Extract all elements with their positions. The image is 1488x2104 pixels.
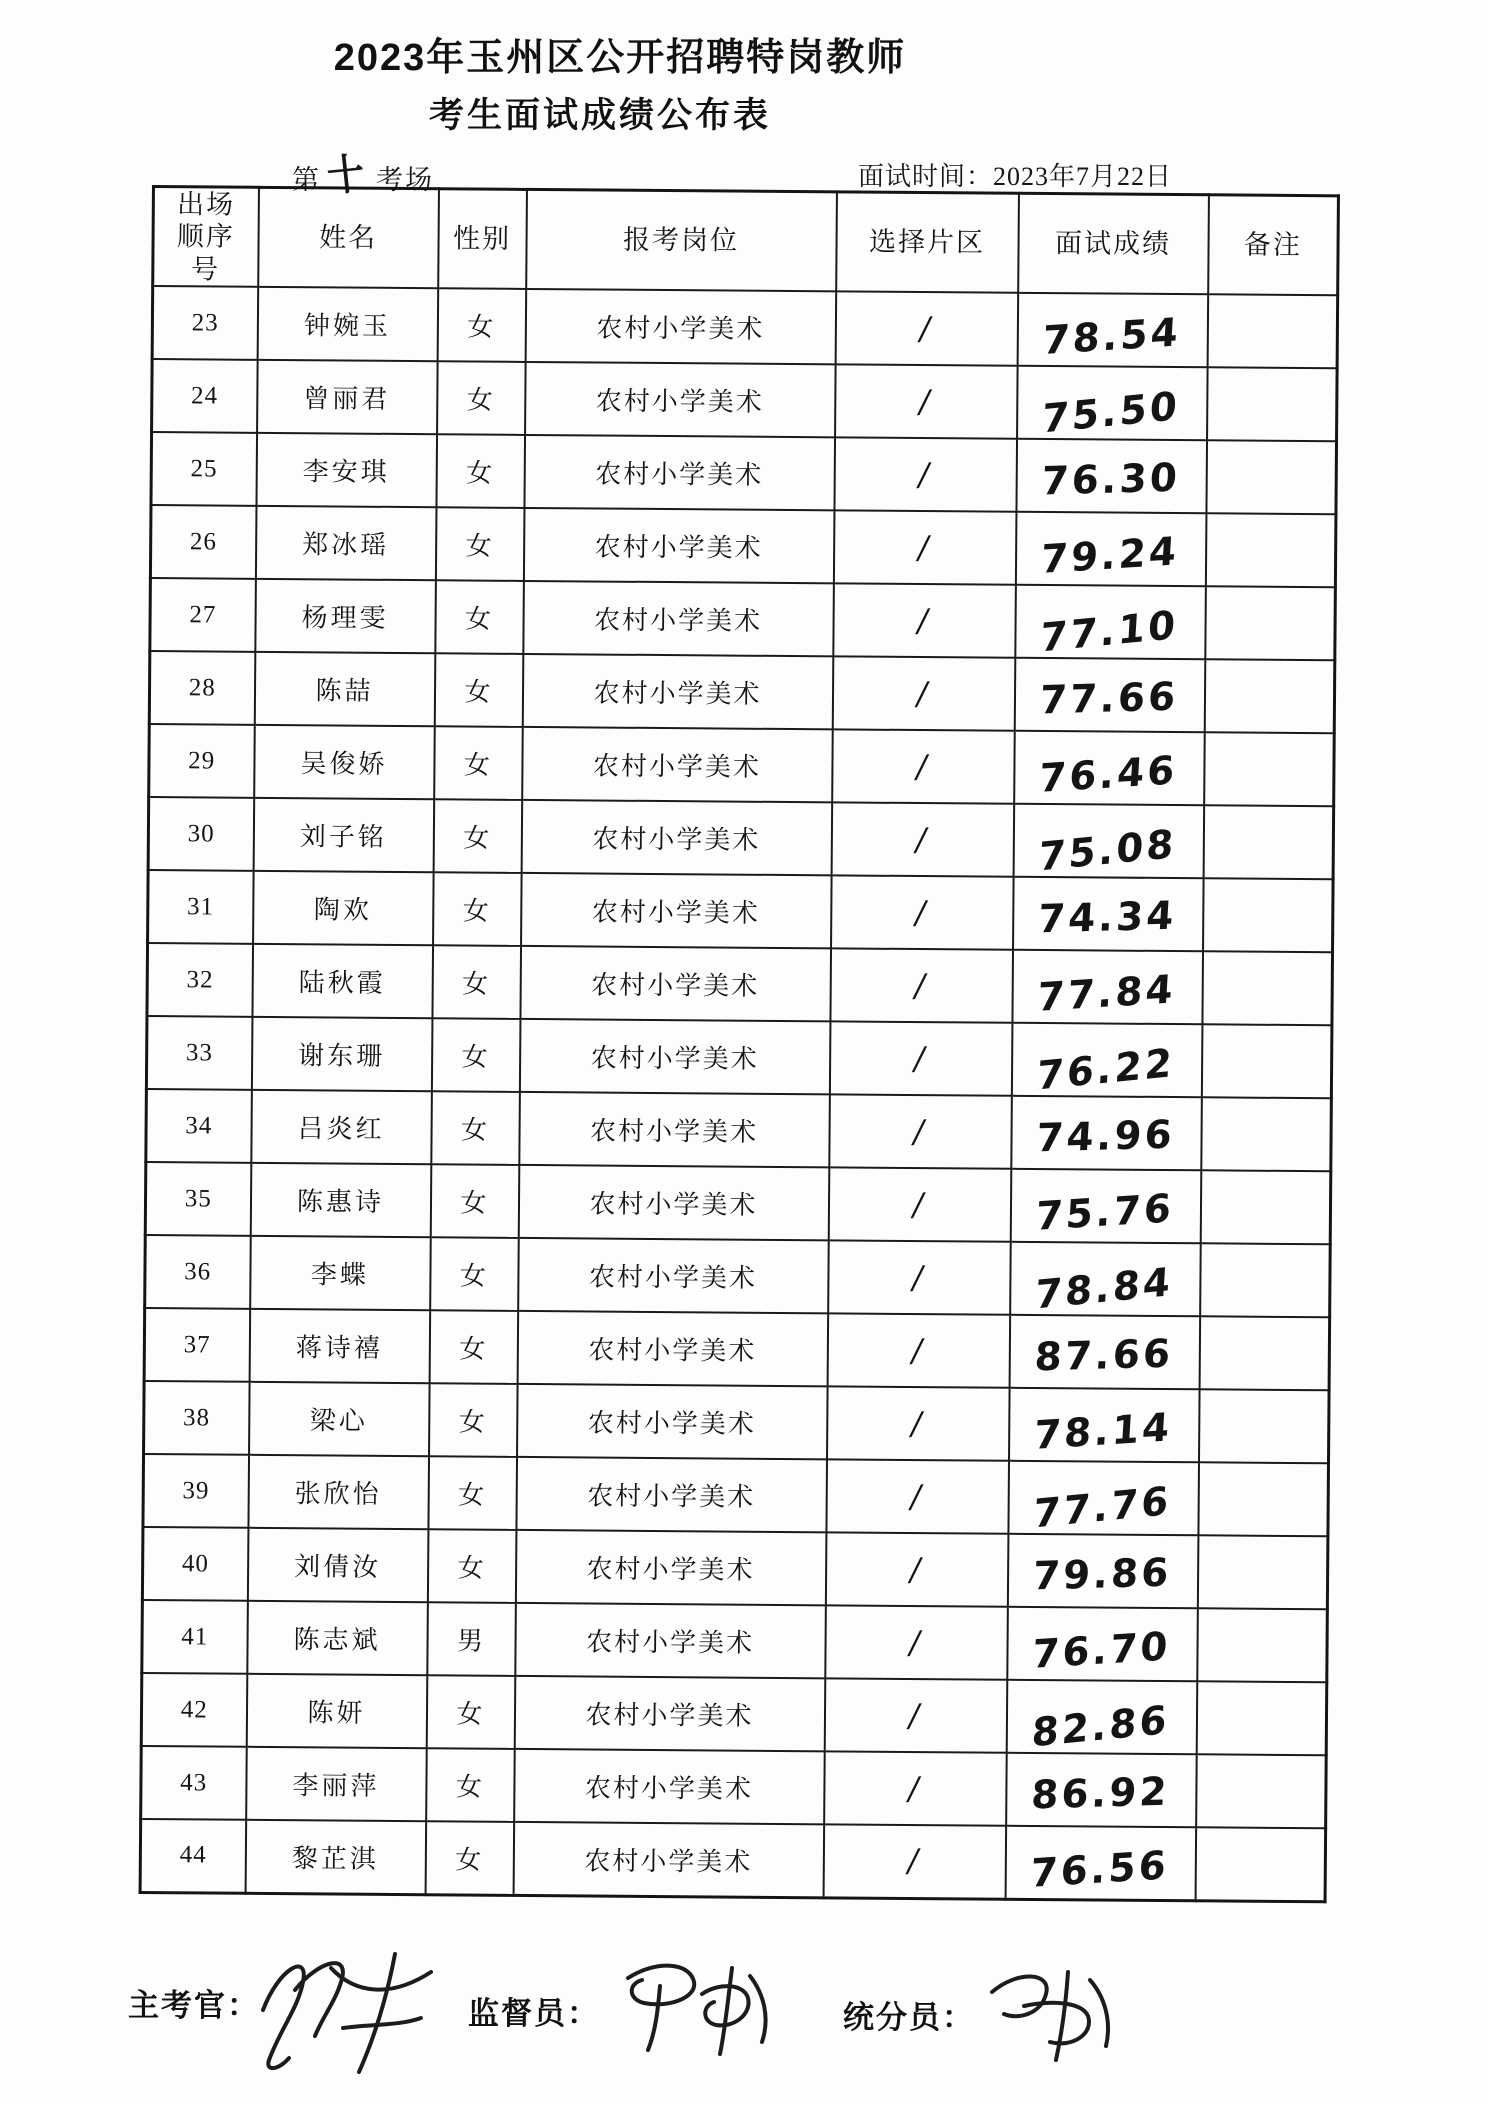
cell-order-number: 27 [150,578,256,652]
cell-order-number: 40 [142,1527,248,1601]
handwritten-score: 75.76 [1034,1186,1176,1241]
handwritten-score: 76.22 [1035,1040,1177,1100]
handwritten-slash: / [914,602,934,640]
cell-name: 刘倩汝 [247,1528,428,1602]
handwritten-slash: / [913,675,934,713]
cell-name: 陶欢 [253,871,434,945]
cell-gender: 女 [433,799,522,873]
cell-district [833,584,1016,658]
cell-gender: 女 [433,872,522,946]
handwritten-score: 78.54 [1041,310,1183,365]
cell-district [824,1751,1007,1825]
handwritten-slash: / [912,821,933,859]
cell-gender: 女 [436,434,525,508]
handwritten-slash: / [914,529,935,567]
cell-district [835,292,1018,366]
handwritten-slash: / [905,1697,926,1735]
cell-remark [1203,878,1334,952]
cell-remark [1197,1535,1328,1609]
cell-position: 农村小学美术 [523,581,834,656]
table-row [152,286,1338,368]
handwritten-score: 87.66 [1033,1331,1175,1381]
handwritten-slash: / [910,1040,931,1078]
cell-district [828,1241,1011,1315]
cell-order-number: 38 [144,1381,250,1455]
cell-score [1009,1315,1200,1389]
cell-remark [1203,805,1334,879]
cell-gender: 女 [430,1164,519,1238]
cell-name: 钟婉玉 [257,287,438,361]
cell-gender: 女 [435,507,524,581]
cell-name: 杨理雯 [255,579,436,653]
table-row [149,651,1335,733]
cell-remark [1200,1170,1331,1244]
table-row [141,1746,1327,1828]
cell-remark [1206,440,1337,514]
handwritten-slash: / [911,967,931,1005]
cell-name: 陈喆 [254,652,435,726]
cell-score [1006,1753,1197,1827]
cell-district [829,1022,1012,1096]
table-row [152,359,1338,441]
handwritten-slash: / [910,1113,930,1151]
handwritten-score: 77.66 [1038,674,1180,724]
cell-remark [1199,1316,1330,1390]
table-row [150,578,1336,660]
cell-name: 谢东珊 [251,1017,432,1091]
cell-order-number: 32 [147,943,253,1017]
cell-score [1009,1388,1200,1462]
column-header: 选择片区 [836,192,1019,293]
handwritten-slash: / [907,1478,927,1516]
table-row [145,1162,1331,1244]
cell-remark [1196,1754,1327,1828]
document-title-line1: 2023年玉州区公开招聘特岗教师 [333,37,907,79]
cell-district [835,365,1018,439]
cell-score [1005,1826,1196,1900]
handwritten-score: 77.84 [1036,967,1178,1022]
table-row [142,1600,1328,1682]
cell-score [1015,512,1206,586]
cell-name: 陈惠诗 [250,1163,431,1237]
handwritten-score: 76.56 [1029,1843,1171,1897]
cell-order-number: 29 [149,724,255,798]
cell-position: 农村小学美术 [519,1019,830,1094]
cell-district [831,876,1014,950]
cell-order-number: 34 [146,1089,252,1163]
cell-position: 农村小学美术 [513,1822,824,1897]
tally-clerk-label: 统分员： [843,2000,975,2035]
handwritten-slash: / [908,1332,929,1370]
cell-gender: 女 [425,1821,514,1895]
cell-name: 陈妍 [246,1674,427,1748]
cell-name: 陈志斌 [247,1601,428,1675]
cell-order-number: 43 [141,1746,247,1820]
cell-district [827,1314,1010,1388]
cell-position: 农村小学美术 [514,1676,825,1751]
cell-district [824,1679,1007,1753]
cell-order-number: 44 [140,1819,246,1893]
handwritten-score: 75.08 [1037,821,1179,881]
cell-remark [1201,1097,1332,1171]
cell-name: 张欣怡 [248,1455,429,1529]
cell-order-number: 30 [148,797,254,871]
cell-district [825,1606,1008,1680]
handwritten-score: 77.10 [1039,602,1180,662]
cell-gender: 男 [427,1602,516,1676]
table-row [149,724,1335,806]
cell-gender: 女 [432,945,521,1019]
cell-name: 吴俊娇 [254,725,435,799]
cell-remark [1204,659,1335,733]
cell-score [1007,1534,1198,1608]
supervisor-signature-scribble [598,1948,788,2068]
cell-remark [1196,1681,1327,1755]
cell-gender: 女 [429,1310,518,1384]
cell-district [823,1824,1006,1898]
handwritten-score: 79.86 [1031,1550,1173,1600]
cell-order-number: 35 [145,1162,251,1236]
cell-name: 刘子铭 [253,798,434,872]
cell-score [1007,1607,1198,1681]
cell-remark [1198,1462,1329,1536]
cell-position: 农村小学美术 [516,1457,827,1532]
cell-score [1008,1461,1199,1538]
cell-position: 农村小学美术 [522,654,833,729]
handwritten-slash: / [904,1843,925,1880]
cell-score [1011,1096,1202,1170]
handwritten-score: 76.46 [1038,748,1179,803]
cell-gender: 女 [430,1237,519,1311]
cell-order-number: 31 [148,870,254,944]
exam-room-suffix: 考场 [376,165,434,195]
cell-district [826,1460,1009,1534]
handwritten-score: 75.50 [1040,383,1182,443]
handwritten-score: 76.70 [1031,1624,1173,1679]
cell-district [834,438,1017,512]
cell-remark [1207,367,1338,441]
cell-score [1015,585,1206,662]
cell-order-number: 39 [143,1454,249,1528]
header-row [153,187,1339,296]
cell-remark [1197,1608,1328,1682]
handwritten-score: 77.76 [1032,1478,1173,1538]
cell-gender: 女 [427,1529,516,1603]
cell-gender: 女 [435,580,524,654]
cell-gender: 女 [434,653,523,727]
cell-position: 农村小学美术 [521,800,832,875]
handwritten-slash: / [908,1405,928,1443]
cell-position: 农村小学美术 [515,1530,826,1605]
cell-district [825,1533,1008,1607]
cell-gender: 女 [428,1456,517,1530]
cell-remark [1200,1243,1331,1317]
cell-score [1014,731,1205,805]
cell-gender: 女 [431,1018,520,1092]
cell-position: 农村小学美术 [517,1384,828,1459]
document-title-line2: 考生面试成绩公布表 [428,96,771,135]
cell-order-number: 23 [152,286,258,360]
cell-district [832,657,1015,731]
cell-gender: 女 [437,361,526,435]
cell-position: 农村小学美术 [519,1092,830,1167]
cell-score [1017,293,1208,367]
cell-position: 农村小学美术 [525,362,836,437]
handwritten-score: 74.96 [1035,1112,1177,1162]
handwritten-slash: / [909,1259,929,1297]
cell-remark [1207,294,1338,368]
cell-position: 农村小学美术 [525,289,836,364]
cell-district [832,730,1015,804]
handwritten-score: 78.84 [1034,1259,1175,1319]
cell-position: 农村小学美术 [518,1165,829,1240]
cell-score [1017,366,1208,443]
cell-position: 农村小学美术 [522,727,833,802]
cell-position: 农村小学美术 [514,1749,825,1824]
cell-remark [1202,951,1333,1025]
column-header: 姓名 [258,187,439,288]
handwritten-score: 78.14 [1032,1405,1174,1460]
interview-time [858,156,1172,193]
cell-order-number: 24 [152,359,258,433]
examiner-label: 主考官： [128,1988,260,2023]
table-row [146,1089,1332,1171]
handwritten-slash: / [909,1186,930,1224]
cell-remark [1205,513,1336,587]
cell-order-number: 42 [141,1673,247,1747]
handwritten-slash: / [906,1551,927,1589]
handwritten-slash: / [913,748,933,786]
cell-name: 曾丽君 [257,360,438,434]
cell-remark [1201,1024,1332,1098]
table-row [150,505,1336,587]
cell-score [1011,1023,1202,1100]
cell-score [1014,658,1205,732]
interview-time-label: 面试时间： [858,162,994,191]
cell-order-number: 26 [150,505,256,579]
cell-district [828,1168,1011,1242]
cell-name: 陆秋霞 [252,944,433,1018]
cell-gender: 女 [429,1383,518,1457]
cell-gender: 女 [437,288,526,362]
cell-score [1013,804,1204,881]
cell-order-number: 41 [142,1600,248,1674]
cell-position: 农村小学美术 [518,1238,829,1313]
cell-name: 梁心 [249,1382,430,1456]
cell-remark [1205,586,1336,660]
column-header: 备注 [1208,195,1339,296]
table-row [147,943,1333,1025]
table-row [144,1381,1330,1463]
table-row [143,1454,1329,1536]
handwritten-slash: / [915,456,935,494]
handwritten-score: 76.30 [1040,455,1182,505]
table-row [151,432,1337,514]
handwritten-slash: / [912,894,932,932]
examiner-signature-scribble [235,1932,470,2082]
table-row [142,1527,1328,1609]
handwritten-score: 86.92 [1030,1769,1172,1819]
cell-name: 李蝶 [250,1236,431,1310]
cell-position: 农村小学美术 [517,1311,828,1386]
column-header: 出场顺序号 [153,187,259,287]
cell-order-number: 33 [146,1016,252,1090]
cell-position: 农村小学美术 [515,1603,826,1678]
handwritten-score: 79.24 [1039,529,1181,584]
cell-district [830,949,1013,1023]
exam-room-prefix: 第 [292,165,321,195]
column-header: 性别 [438,189,527,289]
supervisor-label: 监督员： [468,1996,600,2031]
cell-order-number: 28 [149,651,255,725]
table-row [141,1673,1327,1755]
cell-district [831,803,1014,877]
cell-gender: 女 [431,1091,520,1165]
cell-district [829,1095,1012,1169]
cell-name: 李安琪 [256,433,437,507]
cell-score [1012,950,1203,1024]
cell-name: 蒋诗禧 [249,1309,430,1383]
cell-order-number: 25 [151,432,257,506]
column-header: 报考岗位 [526,189,837,291]
column-header: 面试成绩 [1018,193,1209,294]
tally-clerk-signature-scribble [972,1956,1132,2071]
cell-gender: 女 [426,1748,515,1822]
cell-score [1013,877,1204,951]
cell-remark [1204,732,1335,806]
cell-gender: 女 [434,726,523,800]
cell-order-number: 36 [145,1235,251,1309]
cell-position: 农村小学美术 [521,873,832,948]
cell-gender: 女 [426,1675,515,1749]
cell-score [1010,1242,1201,1319]
exam-room-number-handwritten: 十 [324,148,369,202]
score-table [139,185,1340,1903]
table-row [144,1308,1330,1390]
cell-score [1006,1680,1197,1757]
signature-footer [0,1946,1488,2104]
cell-name: 黎芷淇 [245,1820,426,1894]
handwritten-slash: / [916,383,936,421]
score-table-wrapper [139,185,1340,1903]
cell-remark [1198,1389,1329,1463]
handwritten-score: 82.86 [1030,1697,1172,1757]
cell-score [1016,439,1207,513]
handwritten-slash: / [905,1770,925,1808]
cell-score [1010,1169,1201,1243]
cell-district [833,511,1016,585]
score-table-body [140,286,1338,1901]
table-row [146,1016,1332,1098]
cell-order-number: 37 [144,1308,250,1382]
cell-district [827,1387,1010,1461]
cell-position: 农村小学美术 [523,508,834,583]
cell-name: 李丽萍 [246,1747,427,1821]
table-row [140,1819,1326,1901]
table-row [148,797,1334,879]
cell-position: 农村小学美术 [520,946,831,1021]
table-row [145,1235,1331,1317]
handwritten-slash: / [916,310,937,348]
cell-name: 郑冰瑶 [255,506,436,580]
handwritten-slash: / [906,1624,926,1662]
cell-remark [1195,1827,1326,1901]
cell-position: 农村小学美术 [524,435,835,510]
cell-name: 吕炎红 [251,1090,432,1164]
handwritten-score: 74.34 [1037,893,1179,943]
table-row [148,870,1334,952]
interview-time-value: 2023年7月22日 [993,162,1173,191]
